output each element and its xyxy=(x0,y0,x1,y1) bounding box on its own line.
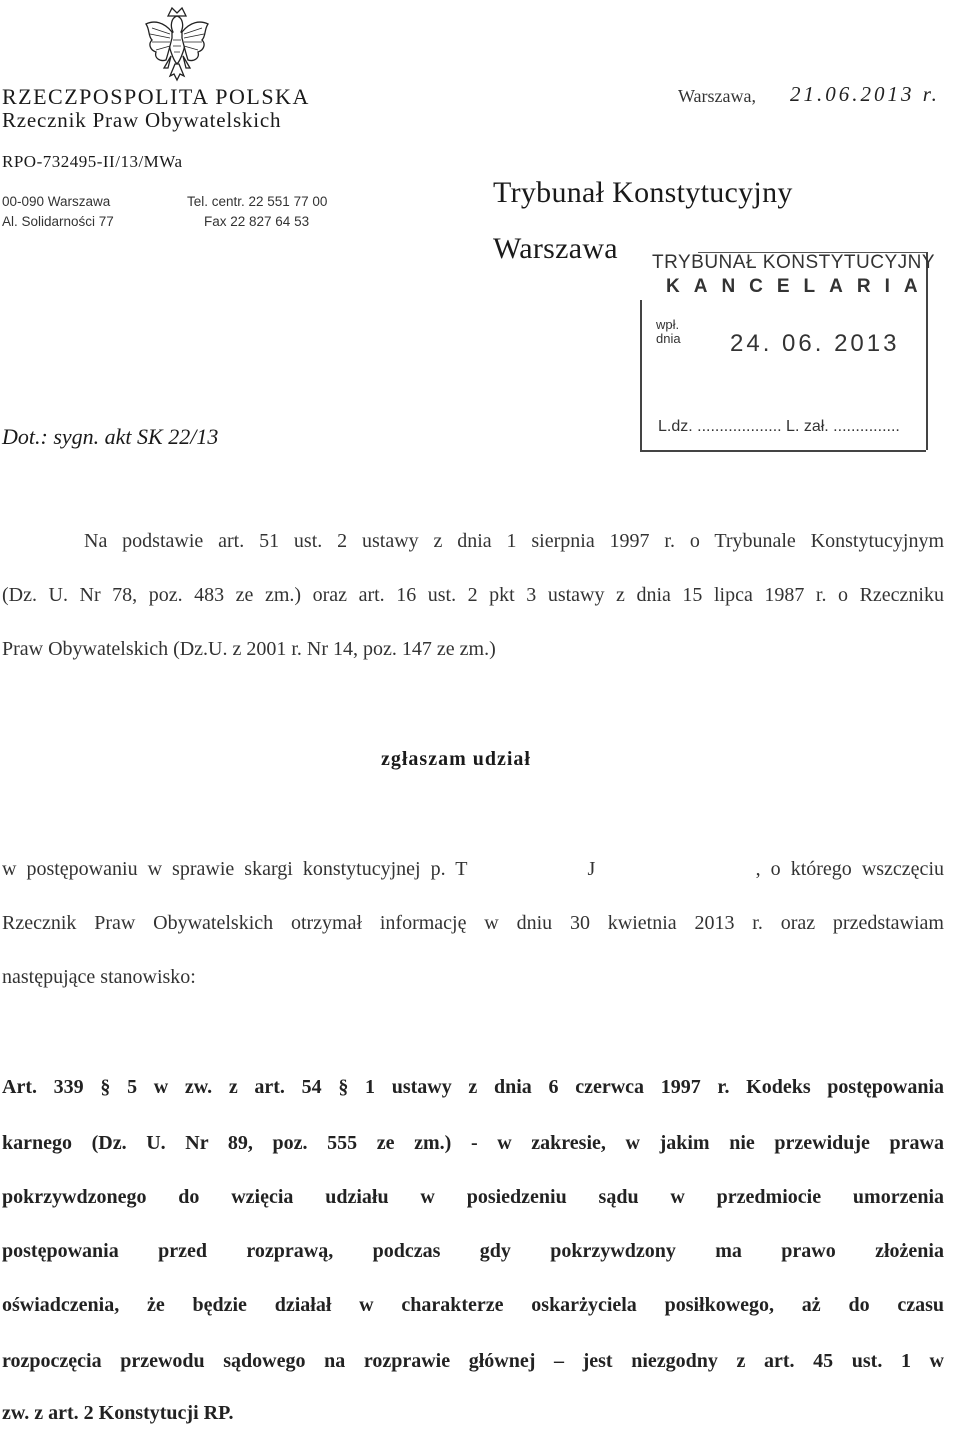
stamp-ledger-line: L.dz. ................... L. zał. ............... xyxy=(658,418,900,435)
thesis-line: postępowania przed rozprawą, podczas gdy pokrzywdzony ma prawo złożenia xyxy=(2,1240,944,1262)
fax-number: Fax 22 827 64 53 xyxy=(204,214,310,229)
stamp-border-bottom xyxy=(640,450,926,452)
declaration-heading: zgłaszam udział xyxy=(381,748,531,770)
address-postal: 00-090 Warszawa xyxy=(2,194,111,209)
thesis-line: pokrzywdzonego do wzięcia udziału w posiedzeniu sądu w przedmiocie umorzenia xyxy=(2,1186,944,1208)
city-date-label: Warszawa, xyxy=(678,86,757,106)
thesis-line: rozpoczęcia przewodu sądowego na rozprawie głównej – jest niezgodny z art. 45 ust. 1 w xyxy=(2,1350,944,1372)
recipient-city: Warszawa xyxy=(493,232,618,265)
receipt-stamp xyxy=(640,252,936,452)
subject-line: Dot.: sygn. akt SK 22/13 xyxy=(2,424,219,449)
stamp-date: 24. 06. 2013 xyxy=(730,330,900,357)
stamp-title: TRYBUNAŁ KONSTYTUCYJNY xyxy=(652,252,936,273)
stamp-subtitle: KANCELARIA xyxy=(666,276,932,297)
paragraph-line: (Dz. U. Nr 78, poz. 483 ze zm.) oraz art. 16 ust. 2 pkt 3 ustawy z dnia 15 lipca 1987 r. o Rzeczniku xyxy=(2,584,944,606)
paragraph-line: Na podstawie art. 51 ust. 2 ustawy z dnia 1 sierpnia 1997 r. o Trybunale Konstytucyjnym xyxy=(84,530,944,552)
stamp-wpl: wpł. xyxy=(656,317,680,332)
case-reference: RPO-732495-II/13/MWa xyxy=(2,152,183,171)
address-street: Al. Solidarności 77 xyxy=(2,214,114,229)
thesis-line: karnego (Dz. U. Nr 89, poz. 555 ze zm.) - w zakresie, w jakim nie przewiduje prawa xyxy=(2,1132,944,1154)
phone-number: Tel. centr. 22 551 77 00 xyxy=(187,194,328,209)
thesis-line: Art. 339 § 5 w zw. z art. 54 § 1 ustawy z dnia 6 czerwca 1997 r. Kodeks postępowania xyxy=(2,1076,944,1098)
stamp-dnia: dnia xyxy=(656,331,681,346)
eagle-emblem-icon xyxy=(142,4,212,82)
thesis-line: zw. z art. 2 Konstytucji RP. xyxy=(2,1402,234,1424)
paragraph-line: Rzecznik Praw Obywatelskich otrzymał informację w dniu 30 kwietnia 2013 r. oraz przedstawiam xyxy=(2,912,944,934)
paragraph-line: następujące stanowisko: xyxy=(2,966,196,988)
recipient-name: Trybunał Konstytucyjny xyxy=(493,176,793,209)
org-name: RZECZPOSPOLITA POLSKA xyxy=(2,84,310,109)
paragraph-line: w postępowaniu w sprawie skargi konstytucyjnej p. T J , o którego wszczęciu xyxy=(2,858,944,880)
org-office: Rzecznik Praw Obywatelskich xyxy=(2,108,282,132)
thesis-line: oświadczenia, że będzie działał w charakterze oskarżyciela posiłkowego, aż do czasu xyxy=(2,1294,944,1316)
stamp-border-left xyxy=(640,300,642,450)
stamp-received-label xyxy=(656,318,681,346)
handwritten-date: 21.06.2013 r. xyxy=(790,82,940,106)
paragraph-line: Praw Obywatelskich (Dz.U. z 2001 r. Nr 14, poz. 147 ze zm.) xyxy=(2,638,496,660)
